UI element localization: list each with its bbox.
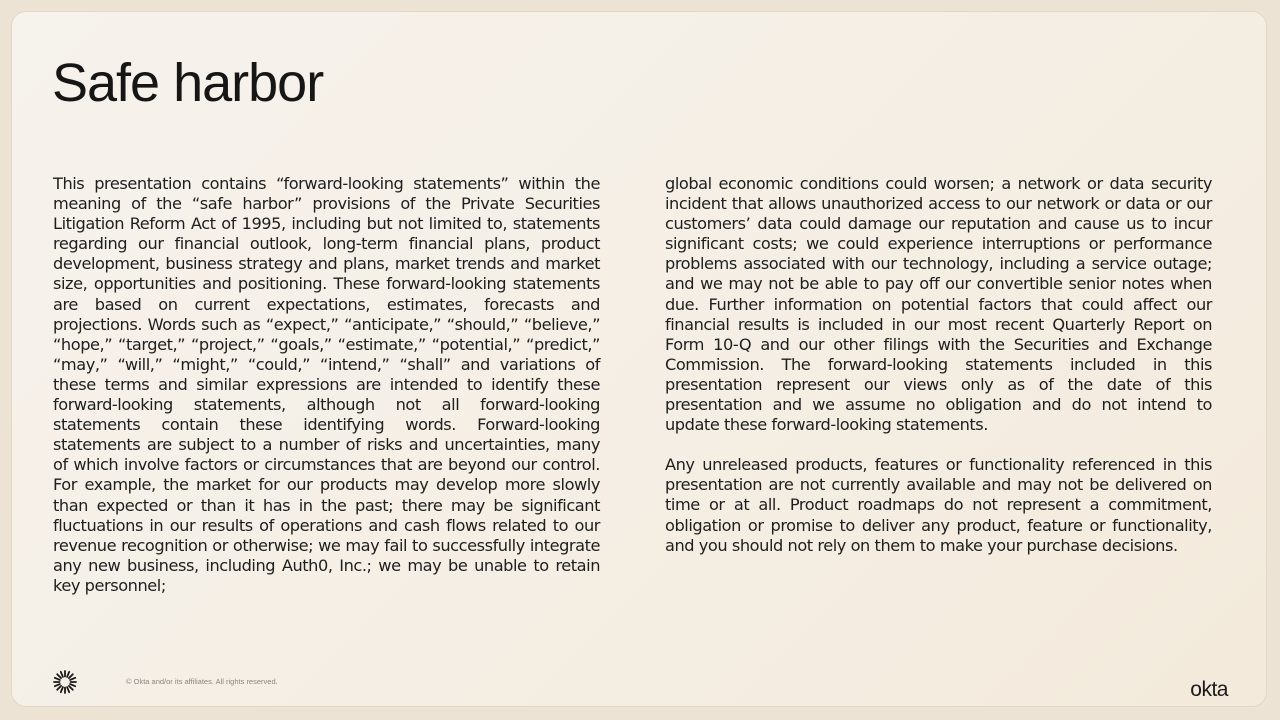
copyright-notice: © Okta and/or its affiliates. All rights reserved.: [126, 677, 278, 686]
okta-wordmark: okta: [1190, 678, 1228, 701]
left-paragraph-1: This presentation contains “forward-looking statements” within the meaning of the “safe harbor” provisions of the Private Securities Litigation Reform Act of 1995, including but not limited to, statements regarding our financial outlook, long-term financial plans, product development, business strategy and plans, market trends and market size, opportunities and positioning. These forward-looking statements are based on current expectations, estimates, forecasts and projections. Words such as “expect,” “anticipate,” “should,” “believe,” “hope,” “target,” “project,” “goals,” “estimate,” “potential,” “predict,” “may,” “will,” “might,” “could,” “intend,” “shall” and variations of these terms and similar expressions are intended to identify these forward-looking statements, although not all forward-looking statements contain these identifying words. Forward-looking statements are subject to a number of risks and uncertainties, many of which involve factors or circumstances that are beyond our control. For example, the market for our products may develop more slowly than expected or than it has in the past; there may be significant fluctuations in our results of operations and cash flows related to our revenue recognition or otherwise; we may fail to successfully integrate any new business, including Auth0, Inc.; we may be unable to retain key personnel;: [53, 174, 600, 595]
right-paragraph-2: Any unreleased products, features or functionality referenced in this presentation are not currently available and may not be delivered on time or at all. Product roadmaps do not represent a commitment, obligation or promise to deliver any product, feature or functionality, and you should not rely on them to make your purchase decisions.: [665, 455, 1212, 555]
right-text-column: [665, 174, 1212, 576]
right-paragraph-1: global economic conditions could worsen; a network or data security incident that allows unauthorized access to our network or data or our customers’ data could damage our reputation and cause us to incur significant costs; we could experience interruptions or performance problems associated with our technology, including a service outage; and we may not be able to pay off our convertible senior notes when due. Further information on potential factors that could affect our financial results is included in our most recent Quarterly Report on Form 10-Q and our other filings with the Securities and Exchange Commission. The forward-looking statements included in this presentation represent our views only as of the date of this presentation and we assume no obligation and do not intend to update these forward-looking statements.: [665, 174, 1212, 435]
okta-sunburst-icon: [52, 669, 78, 695]
slide: [12, 12, 1266, 706]
page-title: Safe harbor: [52, 53, 324, 113]
left-text-column: [53, 174, 600, 616]
